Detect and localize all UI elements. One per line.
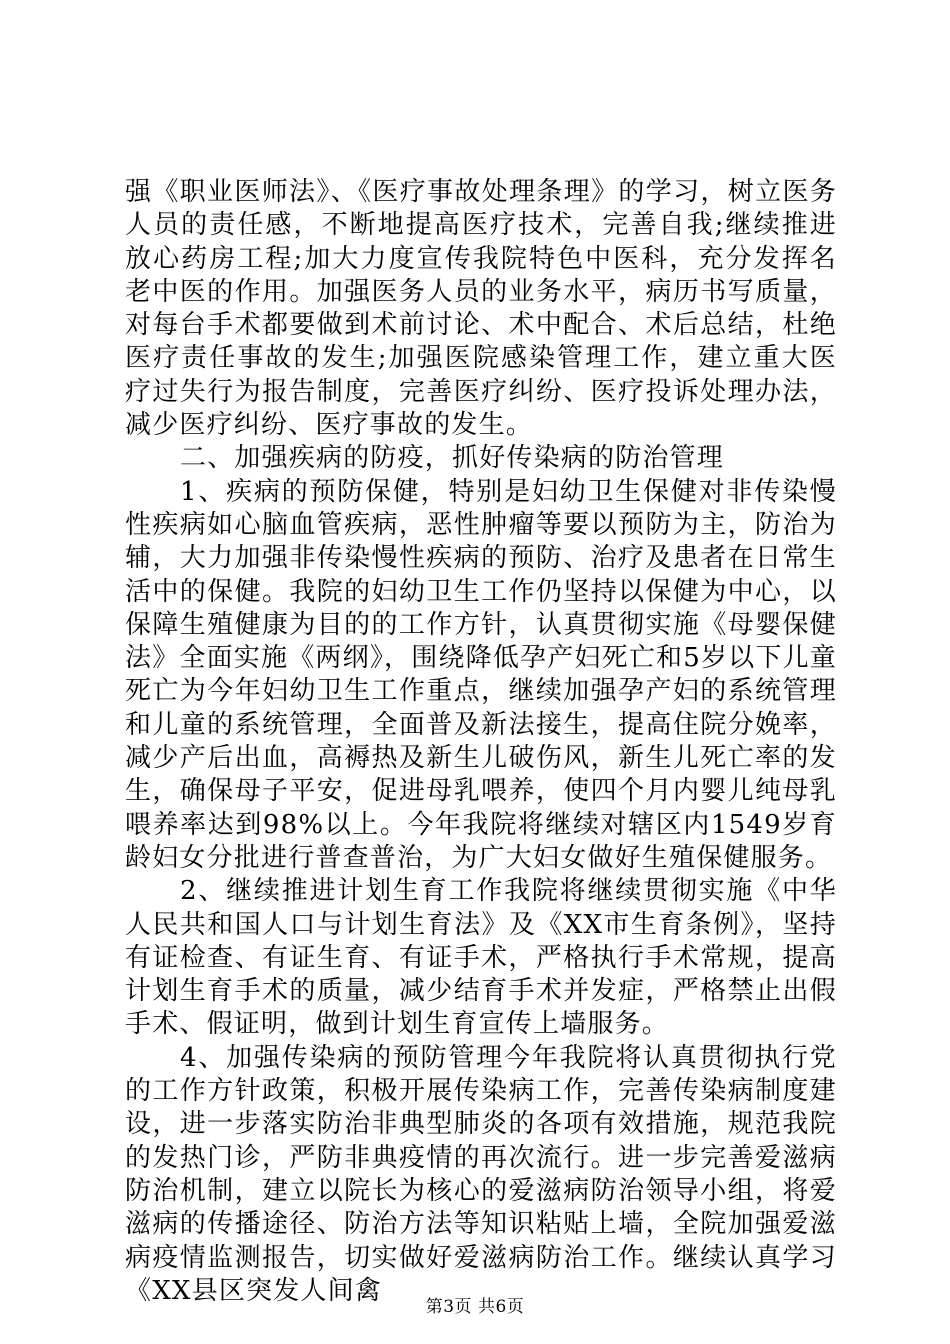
paragraph-item-2: 2、继续推进计划生育工作我院将继续贯彻实施《中华人民共和国人口与计划生育法》及《XX市生育条例》，坚持有证检查、有证生育、有证手术，严格执行手术常规，提高计划生育手术的质量，减少结育手术并发症，严格禁止出假手术、假证明，做到计划生育宣传上墙服务。 [125,876,837,1040]
section-heading: 二、加强疾病的防疫，抓好传染病的防治管理 [180,443,725,474]
paragraph-item-1: 1、疾病的预防保健，特别是妇幼卫生保健对非传染慢性疾病如心脑血管疾病，恶性肿瘤等要以预防为主，防治为辅，大力加强非传染慢性疾病的预防、治疗及患者在日常生活中的保健。我院的妇幼卫生工作仍坚持以保健为中心，以保障生殖健康为目的的工作方针，认真贯彻实施《母婴保健法》全面实施《两纲》，围绕降低孕产妇死亡和5岁以下儿童死亡为今年妇幼卫生工作重点，继续加强孕产妇的系统管理和儿童的系统管理，全面普及新法接生，提高住院分娩率，减少产后出血，高褥热及新生儿破伤风，新生儿死亡率的发生，确保母子平安，促进母乳喂养，使四个月内婴儿纯母乳喂养率达到98%以上。今年我院将继续对辖区内1549岁育龄妇女分批进行普查普治，为广大妇女做好生殖保健服务。 [125,476,837,873]
document-body [125,176,837,1308]
paragraph-continuation: 强《职业医师法》、《医疗事故处理条理》的学习，树立医务人员的责任感，不断地提高医疗技术，完善自我;继续推进放心药房工程;加大力度宣传我院特色中医科，充分发挥名老中医的作用。加强医务人员的业务水平，病历书写质量，对每台手术都要做到术前讨论、术中配合、术后总结，杜绝医疗责任事故的发生;加强医院感染管理工作，建立重大医疗过失行为报告制度，完善医疗纠纷、医疗投诉处理办法，减少医疗纠纷、医疗事故的发生。 [125,177,837,441]
page-footer: 第3页 共6页 [425,1297,525,1317]
paragraph-item-4: 4、加强传染病的预防管理今年我院将认真贯彻执行党的工作方针政策，积极开展传染病工作，完善传染病制度建设，进一步落实防治非典型肺炎的各项有效措施，规范我院的发热门诊，严防非典疫情的再次流行。进一步完善爱滋病防治机制，建立以院长为核心的爱滋病防治领导小组，将爱滋病的传播途径、防治方法等知识粘贴上墙，全院加强爱滋病疫情监测报告，切实做好爱滋病防治工作。继续认真学习《XX县区突发人间禽 [125,1042,837,1306]
